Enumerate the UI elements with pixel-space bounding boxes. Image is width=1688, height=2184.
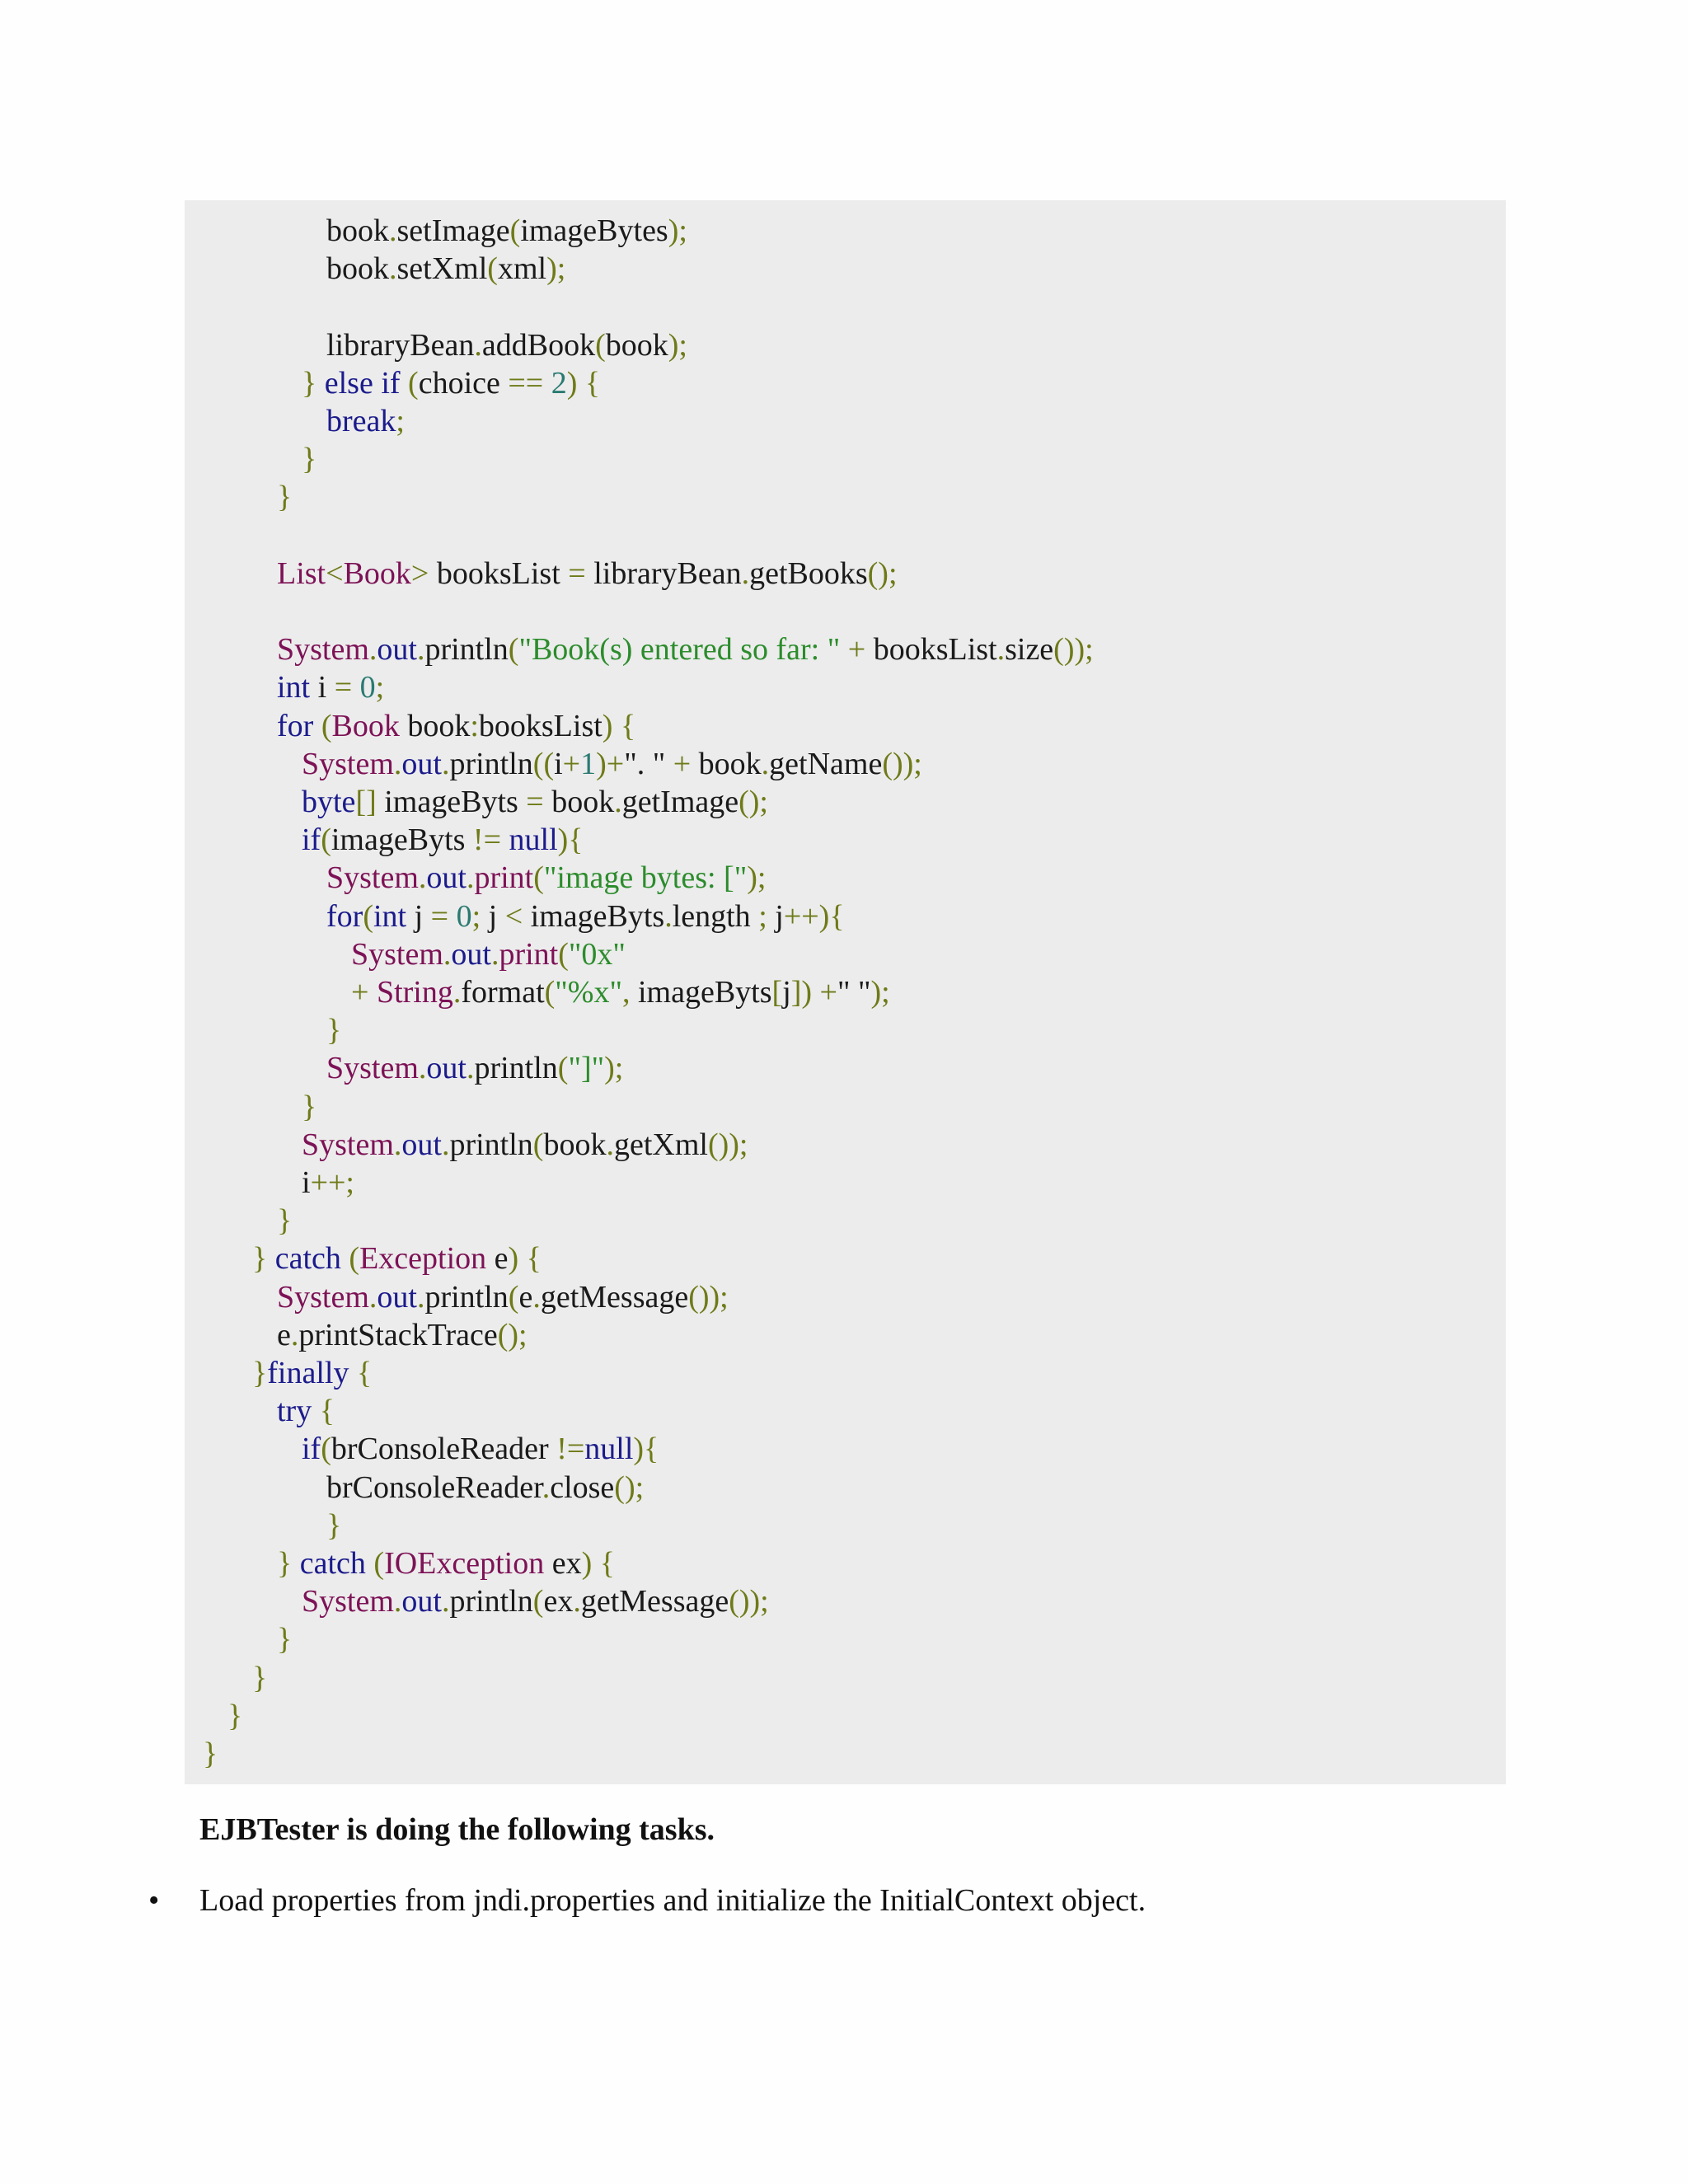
code-line bbox=[227, 1697, 242, 1735]
code-line bbox=[302, 783, 768, 821]
code-token: . bbox=[474, 327, 482, 363]
code-line bbox=[351, 935, 626, 973]
code-token: 1 bbox=[580, 746, 597, 781]
code-token: 2 bbox=[551, 365, 567, 401]
code-token: ( bbox=[321, 708, 332, 743]
code-line bbox=[302, 1164, 354, 1202]
code-token: } bbox=[203, 1736, 218, 1771]
code-token: != bbox=[556, 1432, 585, 1467]
code-token: booksList bbox=[478, 708, 603, 743]
code-token: Book bbox=[343, 555, 411, 591]
code-token: ( bbox=[558, 936, 569, 972]
code-token: println bbox=[474, 1051, 558, 1086]
code-line bbox=[277, 1620, 292, 1658]
code-token: try bbox=[277, 1394, 312, 1429]
code-token: . bbox=[741, 555, 750, 591]
code-token: e bbox=[486, 1241, 509, 1277]
code-token: : bbox=[470, 708, 479, 743]
code-token: + bbox=[840, 632, 874, 668]
code-token: i bbox=[310, 670, 335, 705]
code-token: imageBytes bbox=[520, 213, 668, 248]
code-token: ()); bbox=[688, 1279, 729, 1315]
code-line bbox=[302, 745, 922, 783]
code-token: print bbox=[499, 936, 559, 972]
code-token: . bbox=[441, 746, 450, 781]
code-token: println bbox=[449, 1127, 533, 1162]
code-line bbox=[252, 1659, 267, 1697]
code-token: out bbox=[377, 1279, 417, 1315]
code-token: imageByts bbox=[523, 898, 665, 934]
section-heading: EJBTester is doing the following tasks. bbox=[199, 1812, 715, 1847]
code-token: println bbox=[449, 1584, 533, 1619]
code-line bbox=[277, 1316, 528, 1354]
bullet-marker: • bbox=[148, 1883, 160, 1918]
code-token: ( bbox=[557, 1051, 569, 1086]
code-token: i bbox=[302, 1165, 311, 1200]
code-token: } bbox=[252, 1660, 268, 1695]
code-token: book bbox=[543, 785, 615, 819]
code-token: (); bbox=[867, 555, 898, 591]
code-token: setXml bbox=[396, 251, 488, 287]
code-token: catch bbox=[299, 1546, 366, 1581]
code-token: imageByts bbox=[376, 785, 527, 819]
code-token: + bbox=[351, 975, 377, 1010]
code-token: catch bbox=[274, 1241, 341, 1277]
code-token: (); bbox=[614, 1469, 645, 1505]
code-token: [] bbox=[355, 785, 377, 819]
code-line bbox=[302, 821, 584, 859]
code-token: ( bbox=[508, 1279, 519, 1315]
code-token: ( bbox=[533, 860, 544, 896]
code-token: out bbox=[426, 1051, 467, 1086]
code-token: finally bbox=[267, 1356, 349, 1390]
code-token: . bbox=[416, 1279, 425, 1315]
code-token: getMessage bbox=[540, 1279, 689, 1315]
code-token: int bbox=[373, 898, 407, 934]
code-token: System bbox=[302, 1127, 394, 1162]
code-line bbox=[277, 668, 384, 706]
code-token: = bbox=[334, 670, 353, 705]
code-token: ( bbox=[595, 327, 606, 363]
code-token: Exception bbox=[359, 1241, 487, 1277]
code-token: ( bbox=[532, 1127, 544, 1162]
code-token: List bbox=[277, 555, 326, 591]
code-token: close bbox=[550, 1469, 615, 1505]
code-token: ( bbox=[544, 975, 556, 1010]
code-token: System bbox=[302, 1584, 394, 1619]
code-token: getBooks bbox=[749, 555, 868, 591]
code-token: } bbox=[302, 1089, 317, 1124]
code-token: ()); bbox=[1053, 632, 1094, 668]
code-token: . bbox=[416, 632, 425, 668]
code-token: ; bbox=[396, 404, 405, 438]
code-token: ( bbox=[532, 1584, 544, 1619]
code-token: . bbox=[614, 785, 622, 819]
code-token: j bbox=[782, 975, 791, 1010]
code-token: System bbox=[326, 1051, 419, 1086]
code-line bbox=[277, 478, 292, 516]
bullet-item-text: Load properties from jndi.properties and initialize the InitialContext object. bbox=[199, 1883, 1146, 1918]
code-token: booksList bbox=[436, 555, 569, 591]
code-token: ex bbox=[543, 1584, 574, 1619]
code-token: } bbox=[277, 1622, 293, 1657]
code-token: brConsoleReader bbox=[331, 1432, 557, 1467]
code-line bbox=[302, 1430, 659, 1468]
code-token: } bbox=[277, 1203, 293, 1239]
code-token: ]) + bbox=[790, 975, 837, 1010]
code-line bbox=[326, 1049, 623, 1087]
code-line bbox=[302, 364, 600, 402]
code-token: = bbox=[568, 555, 586, 591]
code-token: } bbox=[252, 1241, 275, 1277]
code-token: } bbox=[326, 1507, 342, 1543]
code-token: ); bbox=[668, 327, 687, 363]
code-token: book bbox=[543, 1127, 607, 1162]
code-token: j bbox=[481, 898, 505, 934]
code-token: ( bbox=[349, 1241, 360, 1277]
code-line bbox=[302, 1126, 748, 1164]
code-token: "0x" bbox=[568, 936, 626, 972]
code-line bbox=[326, 402, 405, 440]
code-token: ++){ bbox=[783, 898, 845, 934]
code-token: getMessage bbox=[580, 1584, 729, 1619]
code-line bbox=[277, 707, 635, 745]
code-token: if bbox=[302, 823, 321, 858]
code-token: [ bbox=[771, 975, 783, 1010]
code-token bbox=[352, 670, 360, 705]
code-token: book bbox=[399, 708, 471, 743]
code-token: ( bbox=[363, 898, 373, 934]
code-token: ) { bbox=[508, 1241, 542, 1277]
code-token: ( bbox=[508, 632, 519, 668]
code-line bbox=[326, 1469, 644, 1507]
code-token: . bbox=[389, 251, 397, 287]
code-token: ){ bbox=[557, 823, 584, 858]
code-token: "image bytes: [" bbox=[543, 860, 748, 896]
code-token: . bbox=[761, 746, 770, 781]
code-token: + bbox=[665, 746, 699, 781]
code-token: == bbox=[508, 365, 544, 401]
code-token: . bbox=[368, 632, 377, 668]
code-token: 0 bbox=[456, 898, 472, 934]
code-token: . bbox=[996, 632, 1006, 668]
code-token: . bbox=[441, 1584, 450, 1619]
code-token: . bbox=[664, 898, 673, 934]
code-token: choice bbox=[418, 365, 509, 401]
code-token: ) { bbox=[566, 365, 601, 401]
code-block bbox=[185, 200, 1506, 1784]
code-token: ); bbox=[546, 251, 566, 287]
code-token: ex bbox=[544, 1546, 582, 1581]
code-token: print bbox=[474, 860, 534, 896]
code-token: String bbox=[376, 975, 453, 1010]
code-token: out bbox=[401, 1584, 442, 1619]
code-token: . bbox=[490, 936, 499, 972]
code-token: getXml bbox=[613, 1127, 708, 1162]
code-token: . bbox=[418, 1051, 427, 1086]
code-token: = bbox=[430, 898, 449, 934]
code-token: ( bbox=[373, 1546, 385, 1581]
code-token: System bbox=[351, 936, 443, 972]
code-line bbox=[302, 1088, 316, 1126]
code-line bbox=[277, 555, 898, 593]
code-token: = bbox=[526, 785, 544, 819]
code-line bbox=[252, 1354, 372, 1392]
code-token: setImage bbox=[396, 213, 510, 248]
code-token: . bbox=[606, 1127, 614, 1162]
code-token: out bbox=[377, 632, 417, 668]
code-token: . bbox=[393, 1127, 402, 1162]
code-token: . bbox=[393, 1584, 402, 1619]
code-token: if bbox=[302, 1432, 321, 1467]
code-token: ); bbox=[604, 1051, 624, 1086]
code-token: ( bbox=[321, 823, 331, 858]
code-line bbox=[326, 212, 687, 250]
code-line bbox=[326, 859, 766, 897]
code-token: " " bbox=[837, 975, 871, 1010]
code-token: book bbox=[326, 213, 389, 248]
code-token: out bbox=[426, 860, 467, 896]
code-token: int bbox=[277, 670, 311, 705]
code-token: i bbox=[554, 746, 563, 781]
code-token: xml bbox=[497, 251, 547, 287]
code-token: booksList bbox=[873, 632, 997, 668]
code-token: brConsoleReader bbox=[326, 1469, 542, 1505]
code-line bbox=[277, 1202, 292, 1240]
code-token: ( bbox=[408, 365, 419, 401]
code-token: . bbox=[389, 213, 397, 248]
code-token: getName bbox=[769, 746, 883, 781]
code-token: format bbox=[461, 975, 545, 1010]
code-token: length bbox=[672, 898, 759, 934]
code-token: < bbox=[504, 898, 523, 934]
code-token: System bbox=[277, 632, 369, 668]
code-token: getImage bbox=[621, 785, 739, 819]
code-token bbox=[401, 366, 409, 401]
code-token: (); bbox=[497, 1317, 528, 1352]
code-token: System bbox=[277, 1279, 369, 1315]
code-token: . bbox=[452, 975, 462, 1010]
code-token: { bbox=[349, 1356, 373, 1390]
code-token: . bbox=[532, 1279, 541, 1315]
code-token: ()); bbox=[882, 746, 922, 781]
code-token: addBook bbox=[481, 327, 596, 363]
code-token: . bbox=[393, 746, 402, 781]
code-token: ( bbox=[487, 251, 498, 287]
code-token: for bbox=[277, 708, 314, 743]
code-token: 0 bbox=[359, 670, 376, 705]
code-token: Book bbox=[331, 708, 400, 743]
code-token: + bbox=[562, 746, 581, 781]
code-token: . bbox=[466, 1051, 475, 1086]
code-token bbox=[366, 1546, 374, 1581]
code-token: "%x" bbox=[555, 975, 622, 1010]
code-line bbox=[302, 440, 316, 478]
code-token: ; bbox=[375, 670, 385, 705]
code-token: out bbox=[401, 1127, 442, 1162]
code-token: j bbox=[767, 898, 784, 934]
code-token: ); bbox=[870, 975, 890, 1010]
code-token: for bbox=[326, 898, 363, 934]
code-token: ()); bbox=[707, 1127, 748, 1162]
code-token: ( bbox=[509, 213, 521, 248]
code-token: } bbox=[302, 442, 317, 477]
code-token: , bbox=[621, 975, 631, 1010]
code-token: { bbox=[312, 1394, 335, 1429]
code-token: null bbox=[584, 1432, 634, 1467]
code-token: break bbox=[326, 404, 396, 438]
code-token: } bbox=[252, 1356, 268, 1390]
code-token: } bbox=[227, 1698, 243, 1733]
code-token: "]" bbox=[568, 1051, 605, 1086]
code-token: else if bbox=[324, 365, 401, 401]
code-line bbox=[302, 1582, 769, 1620]
code-token: "Book(s) entered so far: " bbox=[518, 632, 841, 668]
code-line bbox=[326, 1507, 341, 1544]
code-token: IOException bbox=[384, 1546, 545, 1581]
code-token: e bbox=[518, 1279, 533, 1315]
code-line bbox=[277, 1392, 335, 1430]
code-token: book bbox=[605, 327, 668, 363]
code-token: . bbox=[368, 1279, 377, 1315]
code-token: . bbox=[542, 1469, 551, 1505]
code-token: . bbox=[418, 860, 427, 896]
code-token: ()); bbox=[729, 1584, 769, 1619]
code-token: . bbox=[290, 1317, 299, 1352]
code-line bbox=[277, 1278, 729, 1316]
code-token: byte bbox=[302, 785, 356, 819]
code-line bbox=[326, 250, 565, 288]
code-token: < bbox=[326, 555, 344, 591]
code-line bbox=[277, 630, 1094, 668]
code-token: libraryBean bbox=[585, 555, 742, 591]
code-token: )+ bbox=[596, 746, 625, 781]
code-token: . bbox=[466, 860, 475, 896]
code-token: null bbox=[509, 823, 558, 858]
code-line bbox=[252, 1240, 542, 1277]
code-token: println bbox=[449, 746, 533, 781]
code-token bbox=[341, 1241, 349, 1276]
code-token: size bbox=[1005, 632, 1054, 668]
code-token: ". " bbox=[624, 746, 666, 781]
code-token: imageByts bbox=[630, 975, 772, 1010]
code-token: ); bbox=[747, 860, 767, 896]
code-line bbox=[351, 973, 890, 1011]
code-token bbox=[501, 823, 509, 857]
code-token: ; bbox=[471, 898, 481, 934]
code-token: ); bbox=[668, 213, 687, 248]
code-token: != bbox=[472, 823, 502, 858]
code-token: out bbox=[451, 936, 491, 972]
code-token: j bbox=[406, 898, 431, 934]
code-line bbox=[277, 1544, 615, 1582]
code-token: println bbox=[424, 632, 509, 668]
code-token: ) { bbox=[581, 1546, 615, 1581]
code-token: . bbox=[573, 1584, 581, 1619]
code-token: } bbox=[326, 1013, 342, 1048]
code-line bbox=[326, 1011, 341, 1049]
code-token: book bbox=[698, 746, 762, 781]
code-line bbox=[203, 1735, 218, 1773]
code-token: imageByts bbox=[331, 823, 473, 858]
code-token: > bbox=[410, 555, 437, 591]
code-token: (); bbox=[738, 785, 768, 819]
code-token: e bbox=[277, 1317, 291, 1352]
code-token: System bbox=[302, 746, 394, 781]
code-token: } bbox=[302, 365, 325, 401]
code-token: ) { bbox=[602, 708, 636, 743]
code-token: System bbox=[326, 860, 419, 896]
code-token: } bbox=[277, 480, 293, 515]
code-line bbox=[326, 326, 687, 364]
code-token: } bbox=[277, 1546, 300, 1581]
code-token: printStackTrace bbox=[298, 1317, 498, 1352]
code-token: . bbox=[443, 936, 452, 972]
code-token bbox=[543, 366, 551, 401]
code-token: println bbox=[424, 1279, 509, 1315]
code-token: book bbox=[326, 251, 389, 287]
code-token: . bbox=[441, 1127, 450, 1162]
code-line bbox=[326, 898, 845, 935]
code-token: out bbox=[401, 746, 442, 781]
code-token bbox=[313, 709, 321, 743]
code-token bbox=[448, 899, 457, 934]
code-token: ; bbox=[758, 898, 767, 934]
code-token: ){ bbox=[633, 1432, 659, 1467]
code-token: libraryBean bbox=[326, 327, 475, 363]
code-token: ( bbox=[321, 1432, 331, 1467]
code-token: (( bbox=[532, 746, 555, 781]
code-token: ++; bbox=[310, 1165, 354, 1200]
